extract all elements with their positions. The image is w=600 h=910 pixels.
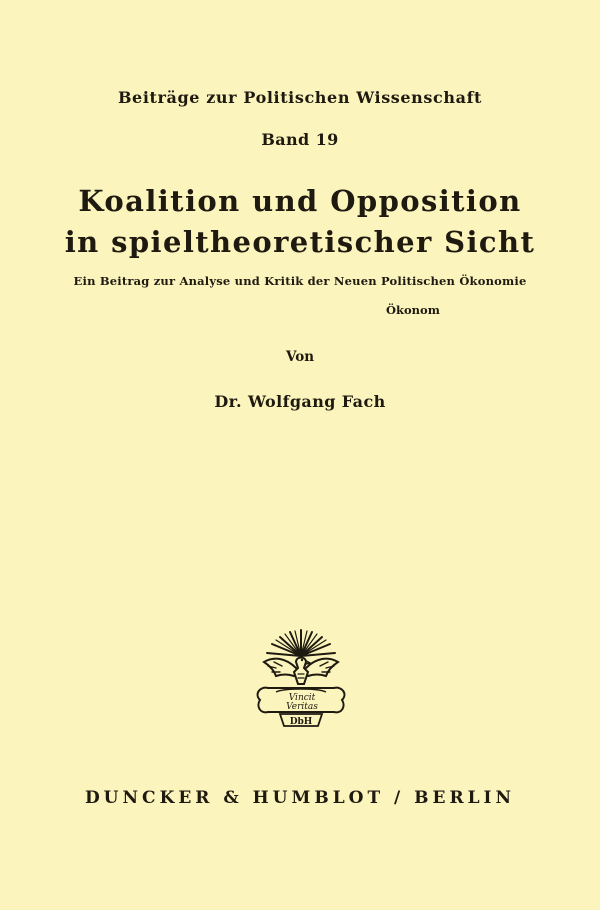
publisher-imprint: DUNCKER & HUMBLOT / BERLIN (84, 788, 516, 808)
publisher-emblem-graphic (246, 628, 356, 728)
eagle-emblem-icon (246, 628, 356, 728)
emblem-monogram: DbH (289, 717, 313, 727)
volume-number: Band 19 (261, 130, 339, 149)
subtitle-fragment: Ökonom (386, 303, 440, 317)
book-title-line-1: Koalition und Opposition (78, 184, 522, 218)
by-line: Von (285, 349, 315, 365)
book-subtitle: Ein Beitrag zur Analyse und Kritik der Neuen Politischen Ökonomie (73, 274, 527, 288)
book-title-line-2: in spieltheoretischer Sicht (64, 225, 536, 259)
series-title: Beiträge zur Politischen Wissenschaft (117, 88, 483, 107)
emblem-motto-line-1: Vincit (288, 693, 316, 703)
author-name: Dr. Wolfgang Fach (214, 392, 386, 411)
emblem-motto-line-2: Veritas (286, 702, 318, 712)
